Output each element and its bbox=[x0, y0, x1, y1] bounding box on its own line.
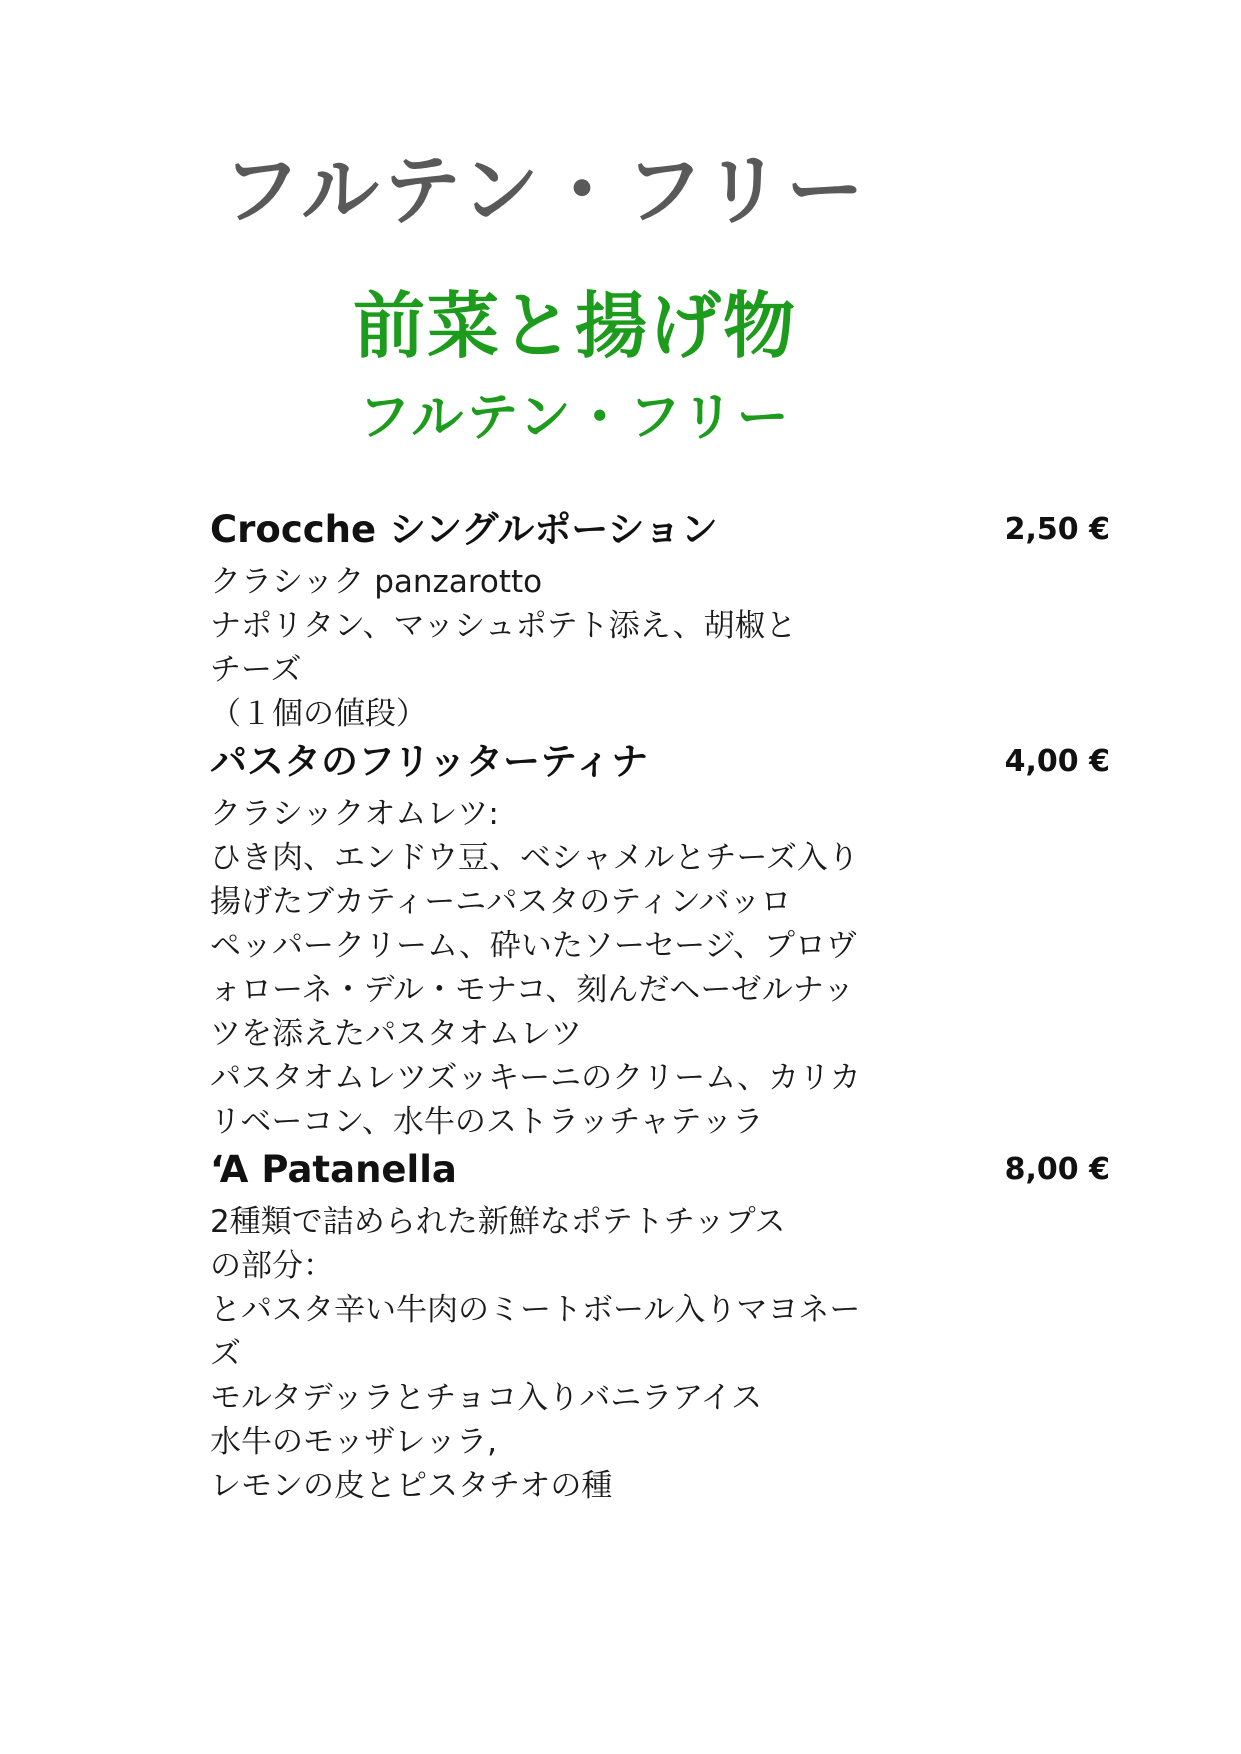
menu-item-name: パスタのフリッターティナ bbox=[210, 740, 649, 783]
menu-item-description-line: モルタデッラとチョコ入りバニラアイス bbox=[210, 1380, 763, 1416]
menu-item-description-line: チーズ bbox=[210, 652, 302, 688]
menu-item-name: ‘A Patanella bbox=[210, 1148, 457, 1191]
menu-item-description-line: の部分： bbox=[210, 1248, 334, 1284]
menu-item-description-line: クラシック panzarotto bbox=[210, 564, 543, 600]
menu-item-description-line: レモンの皮とピスタチオの種 bbox=[210, 1468, 613, 1504]
menu-item-header bbox=[210, 738, 1110, 792]
menu-item-patanella bbox=[210, 1146, 1110, 1508]
menu-item-description-line: （１個の値段） bbox=[210, 696, 427, 732]
menu-item-description-line: ツを添えたパスタオムレツ bbox=[210, 1016, 582, 1052]
section-subtitle: フルテン・フリー bbox=[358, 388, 792, 448]
menu-item-description-line: 揚げたブカティーニパスタのティンバッロ bbox=[210, 884, 792, 920]
menu-item-description-line: ナポリタン、マッシュポテト添え、胡椒と bbox=[210, 608, 797, 644]
menu-list bbox=[210, 506, 1110, 1508]
menu-item-description-line: リベーコン、水牛のストラッチャテッラ bbox=[210, 1104, 764, 1140]
menu-item-description-line: クラシックオムレツ: bbox=[210, 796, 499, 832]
menu-item-description-line: ォローネ・デル・モナコ、刻んだヘーゼルナッ bbox=[210, 972, 855, 1008]
menu-item-price: 8,00 € bbox=[1004, 1152, 1110, 1187]
menu-item-description-line: とパスタ辛い牛肉のミートボール入りマヨネー bbox=[210, 1292, 861, 1328]
menu-item-price: 4,00 € bbox=[1004, 744, 1110, 779]
menu-item-header bbox=[210, 506, 1110, 560]
menu-item-frittatina bbox=[210, 738, 1110, 1144]
menu-item-description-line: 2種類で詰められた新鮮なポテトチップス bbox=[210, 1204, 786, 1240]
menu-item-name: Crocche シングルポーション bbox=[210, 508, 718, 551]
menu-item-description-line: ペッパークリーム、砕いたソーセージ、プロヴ bbox=[210, 928, 857, 964]
menu-item-price: 2,50 € bbox=[1004, 512, 1110, 547]
menu-item-crocche bbox=[210, 506, 1110, 736]
menu-item-description-line: 水牛のモッザレッラ, bbox=[210, 1424, 497, 1460]
page-title: フルテン・フリー bbox=[222, 146, 868, 236]
menu-item-description-line: パスタオムレツズッキーニのクリーム、カリカ bbox=[210, 1060, 861, 1096]
menu-item-description-line: ズ bbox=[210, 1336, 241, 1372]
section-title: 前菜と揚げ物 bbox=[352, 284, 797, 368]
menu-item-header bbox=[210, 1146, 1110, 1200]
menu-item-description-line: ひき肉、エンドウ豆、ベシャメルとチーズ入り bbox=[210, 840, 859, 876]
